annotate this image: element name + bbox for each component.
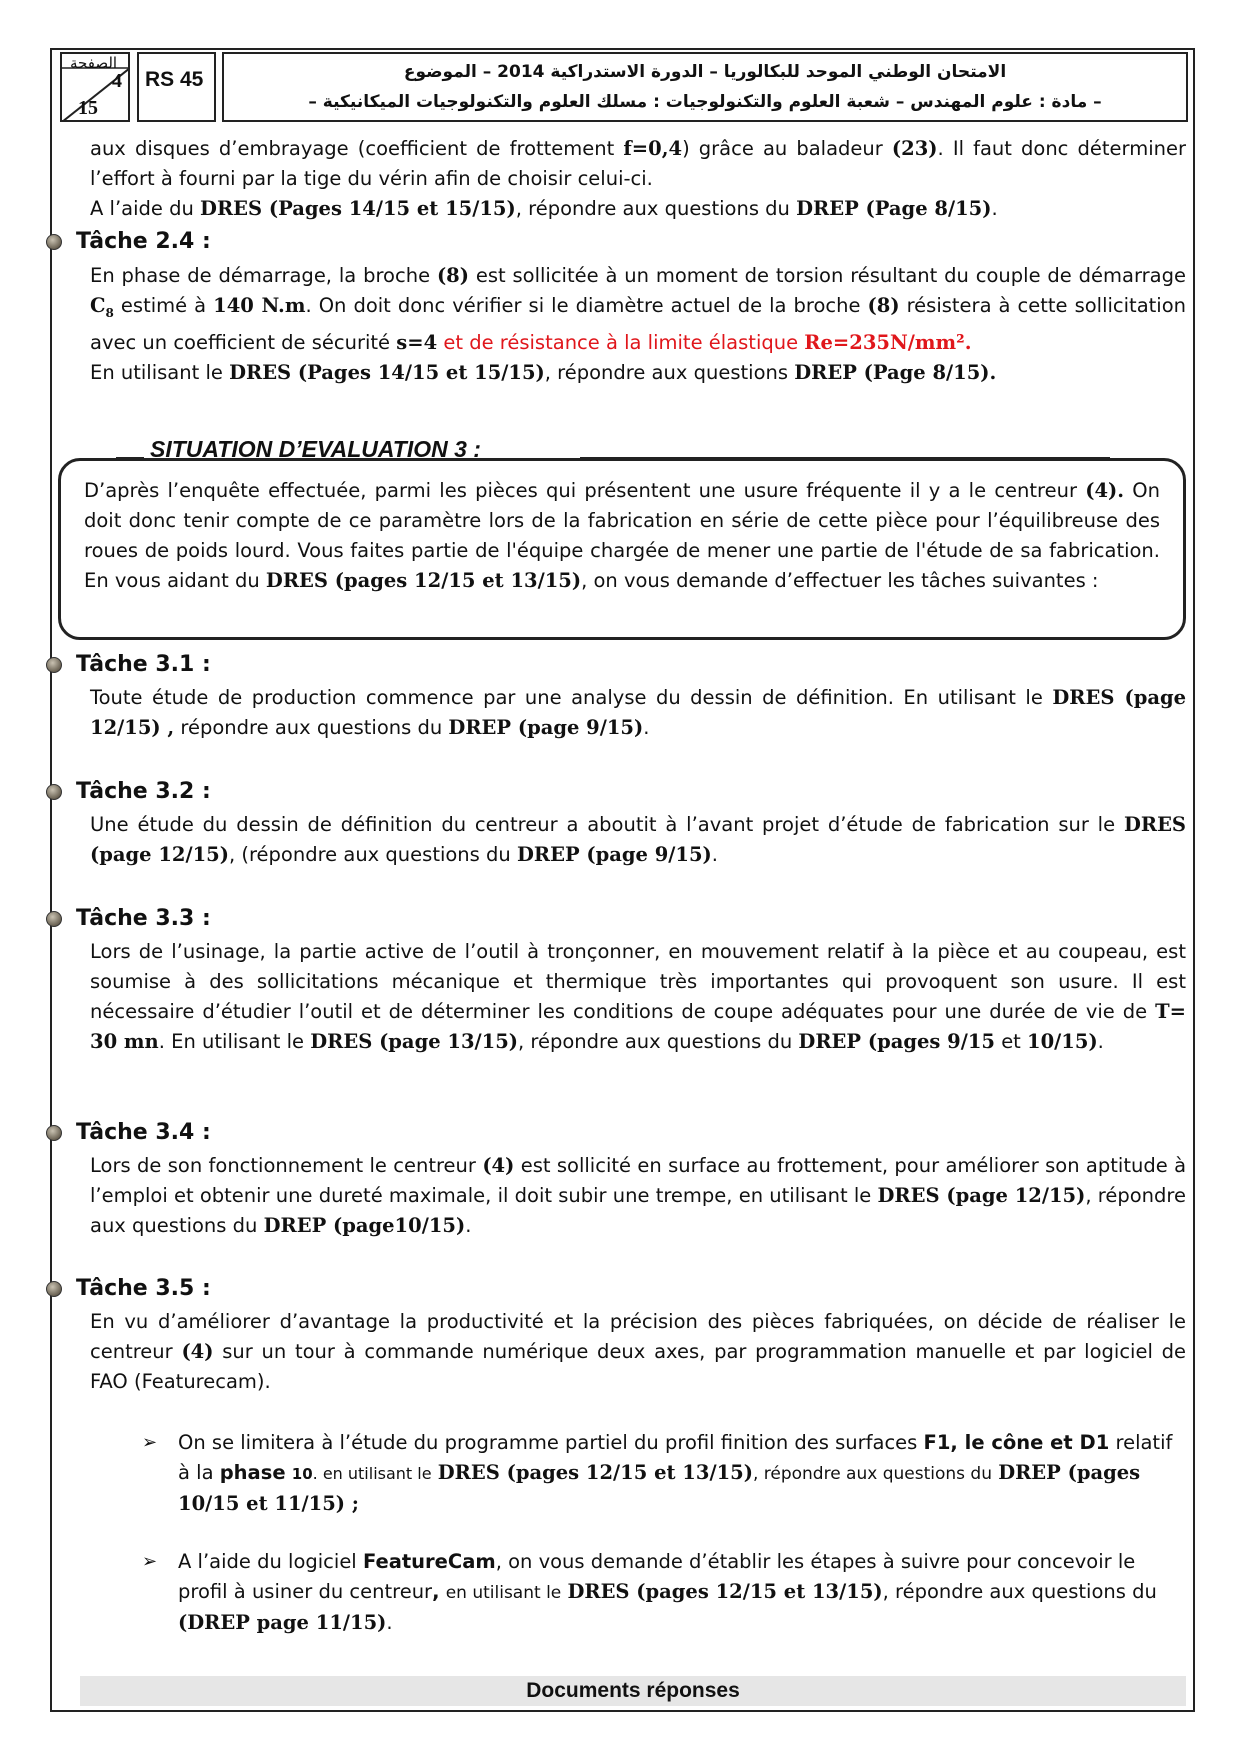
- divider: [116, 457, 144, 459]
- page-total: 15: [78, 97, 98, 119]
- task-3-5-title: Tâche 3.5 :: [46, 1276, 211, 1301]
- situation-text: D’après l’enquête effectuée, parmi les pièces qui présentent une usure fréquente il y a le centreur (4). On doit donc tenir compte de ce paramètre lors de la fabrication en série de cette pièce pour l’équilibreuse des roues de poids lourd. Vous faites partie de l'équipe chargée de mener une partie de l'étude de sa fabrication. En vous aidant du DRES (pages 12/15 et 13/15), on vous demande d’effectuer les tâches suivantes :: [84, 479, 1161, 592]
- task-3-4-title: Tâche 3.4 :: [46, 1120, 211, 1145]
- task-3-2-text: Une étude du dessin de définition du centreur a aboutit à l’avant projet d’étude de fabrication sur le DRES (page 12/15), (répondre aux questions du DREP (page 9/15).: [90, 813, 1187, 866]
- task-3-5-bullet-2: A l’aide du logiciel FeatureCam, on vous demande d’établir les étapes à suivre pour concevoir le profil à usiner du centreur, en utilisant le DRES (pages 12/15 et 13/15), répondre aux questions du (DREP page 11/15).: [178, 1550, 1157, 1634]
- arrow-bullet-icon: ➢: [142, 1432, 158, 1452]
- bullet-icon: [46, 234, 62, 250]
- task-3-1-text: Toute étude de production commence par une analyse du dessin de définition. En utilisant le DRES (page 12/15) , répondre aux questions du DREP (page 9/15).: [90, 686, 1187, 739]
- task-3-5-text: En vu d’améliorer d’avantage la productivité et la précision des pièces fabriquées, on décide de réaliser le centreur (4) sur un tour à commande numérique deux axes, par programmation manuelle et par logiciel de FAO (Featurecam).: [90, 1310, 1186, 1393]
- arrow-bullet-icon: ➢: [142, 1551, 158, 1571]
- task-3-5-bullet-1: On se limitera à l’étude du programme partiel du profil finition des surfaces F1, le cône et D1 relatif à la phase 10. en utilisant le DRES (pages 12/15 et 13/15), répondre aux questions du DREP (pages 10/15 et 11/15) ;: [178, 1431, 1173, 1515]
- title-line-1: الامتحان الوطني الموحد للبكالوريا – الدورة الاستدراكية 2014 – الموضوع: [403, 62, 1007, 82]
- bullet-icon: [46, 911, 62, 927]
- task-3-1-title: Tâche 3.1 :: [46, 652, 211, 677]
- bullet-icon: [46, 1125, 62, 1141]
- bullet-icon: [46, 657, 62, 673]
- bullet-icon: [46, 1281, 62, 1297]
- footer-documents-reponses: Documents réponses: [80, 1676, 1186, 1706]
- bullet-icon: [46, 784, 62, 800]
- exam-title: [222, 52, 1188, 122]
- page-label: الصفحة: [70, 54, 118, 72]
- task-2-4-text: En phase de démarrage, la broche (8) est sollicitée à un moment de torsion résultant du couple de démarrage $C_8$ estimé à 140 N.m. On doit donc vérifier si le diamètre actuel de la broche (8) résistera à cette sollicitation avec un coefficient de sécurité s=4 et de résistance à la limite élastique Re=235N/mm². En utilisant le DRES (Pages 14/15 et 15/15), répondre aux questions DREP (Page 8/15).: [90, 264, 1186, 384]
- exam-code: RS 45: [137, 52, 216, 122]
- task-2-4-title: Tâche 2.4 :: [46, 229, 211, 254]
- title-line-2: – مادة : علوم المهندس – شعبة العلوم والتكنولوجيات : مسلك العلوم والتكنولوجيات الميكانيكية –: [308, 92, 1102, 112]
- intro-paragraph: aux disques d’embrayage (coefficient de frottement f=0,4) grâce au baladeur (23). Il faut donc déterminer l’effort à fourni par la tige du vérin afin de choisir celui-ci. A l’aide du DRES (Pages 14/15 et 15/15), répondre aux questions du DREP (Page 8/15).: [90, 137, 1186, 220]
- task-3-3-text: Lors de l’usinage, la partie active de l’outil à tronçonner, en mouvement relatif à la pièce et au coupeau, est soumise à des sollicitations mécanique et thermique très importantes qui provoquent son usure. Il est nécessaire d’étudier l’outil et de déterminer les conditions de coupe adéquates pour une durée de vie de T= 30 mn. En utilisant le DRES (page 13/15), répondre aux questions du DREP (pages 9/15 et 10/15).: [90, 940, 1186, 1053]
- divider: [580, 457, 1110, 459]
- task-3-4-text: Lors de son fonctionnement le centreur (4) est sollicité en surface au frottement, pour améliorer son aptitude à l’emploi et obtenir une dureté maximale, il doit subir une trempe, en utilisant le DRES (page 12/15), répondre aux questions du DREP (page10/15).: [90, 1154, 1187, 1237]
- situation-title: SITUATION D’EVALUATION 3 :: [150, 436, 481, 462]
- task-3-2-title: Tâche 3.2 :: [46, 779, 211, 804]
- task-3-3-title: Tâche 3.3 :: [46, 906, 211, 931]
- page-number-box: [60, 52, 130, 122]
- page-number: 4: [112, 70, 122, 92]
